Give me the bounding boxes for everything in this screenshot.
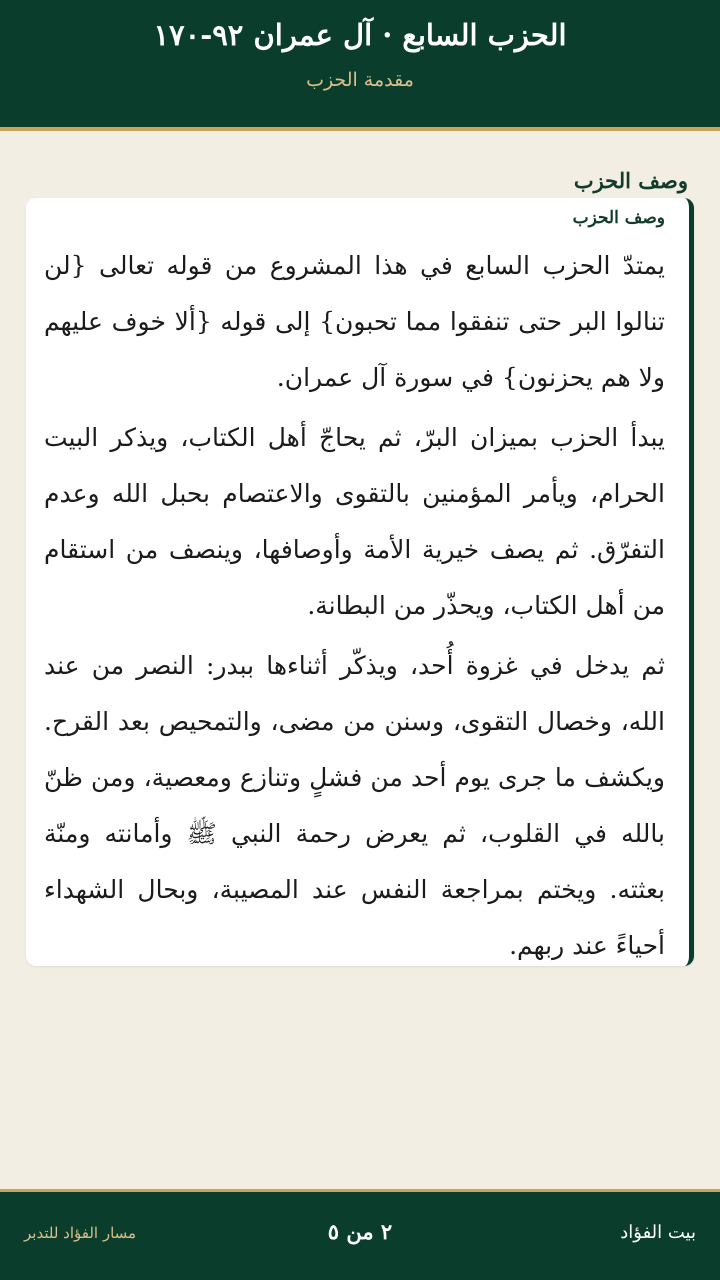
description-paragraph-3: ثم يدخل في غزوة أُحد، ويذكّر أثناءها ببدر: النصر من عند الله، وخصال التقوى، وسنن من مضى، والتمحيص بعد القرح. ويكشف ما جرى يوم أحد من فشلٍ وتنازع ومعصية، ومن ظنّ بالله في القلوب، ثم يعرض رحمة النبي ﷺ وأمانته ومنّة بعثته. ويختم بمراجعة النفس عند المصيبة، وبحال الشهداء أحياءً عند ربهم.	[44, 651, 665, 960]
top-header	[0, 0, 720, 131]
card-body	[44, 238, 665, 974]
description-card	[26, 198, 694, 966]
app-name-link[interactable]: بيت الفؤاد	[620, 1222, 696, 1243]
page-subtitle: مقدمة الحزب	[306, 69, 414, 91]
page-title: الحزب السابع · آل عمران ٩٢-١٧٠	[153, 18, 567, 52]
description-paragraph-2: يبدأ الحزب بميزان البرّ، ثم يحاجّ أهل الكتاب، ويذكر البيت الحرام، ويأمر المؤمنين بالتقوى والاعتصام بحبل الله وعدم التفرّق. ثم يصف خيرية الأمة وأوصافها، وينصف من استقام من أهل الكتاب، ويحذّر من البطانة.	[44, 423, 665, 620]
description-paragraph-1: يمتدّ الحزب السابع في هذا المشروع من قوله تعالى {لن تنالوا البر حتى تنفقوا مما تحبون} إلى قوله {ألا خوف عليهم ولا هم يحزنون} في سورة آل عمران.	[44, 251, 666, 392]
page-indicator: ٢ من ٥	[327, 1219, 393, 1244]
section-heading: وصف الحزب	[573, 168, 688, 193]
card-heading: وصف الحزب	[572, 208, 665, 228]
bottom-footer	[0, 1189, 720, 1280]
app-tagline-link[interactable]: مسار الفؤاد للتدبر	[24, 1224, 137, 1242]
